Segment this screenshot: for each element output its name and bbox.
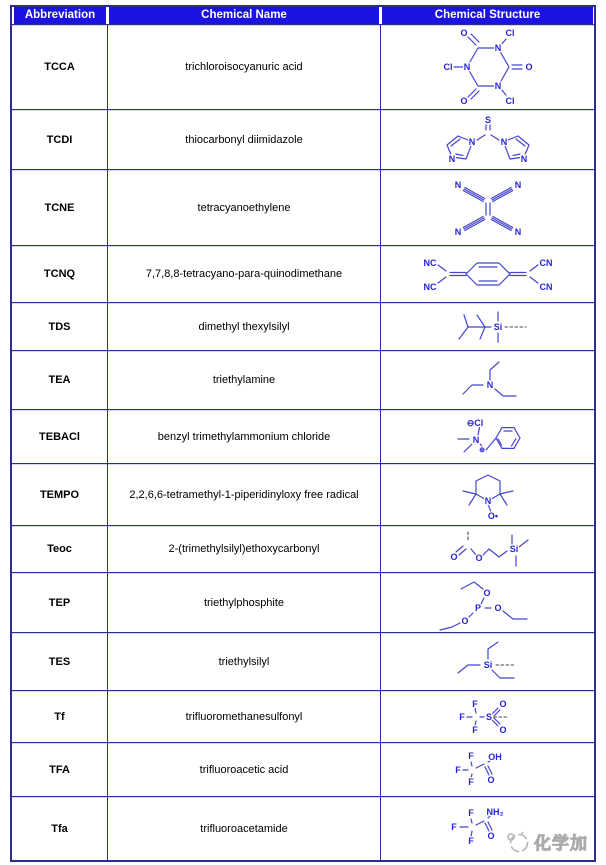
svg-text:F: F <box>454 764 461 775</box>
structure-cell <box>380 245 594 302</box>
svg-text:O: O <box>498 698 507 709</box>
tebacl-structure-image <box>388 411 588 463</box>
name-cell: 2,2,6,6-tetramethyl-1-piperidinyloxy free radical <box>107 463 380 525</box>
abbr-cell: Teoc <box>12 525 107 572</box>
name-cell: dimethyl thexylsilyl <box>107 302 380 350</box>
svg-text:O: O <box>524 62 533 72</box>
svg-text:N: N <box>454 179 461 190</box>
structure-cell <box>380 409 594 463</box>
teoc-structure-image <box>388 528 588 570</box>
structure-cell <box>380 632 594 690</box>
svg-text:N: N <box>448 153 455 164</box>
tcnq-structure-image <box>388 249 588 299</box>
svg-text:F: F <box>471 724 478 735</box>
col-header-chemical-name: Chemical Name <box>107 7 380 24</box>
svg-text:O: O <box>449 552 458 562</box>
abbr-cell: TES <box>12 632 107 690</box>
svg-text:N: N <box>514 179 521 190</box>
svg-text:P: P <box>474 602 481 613</box>
svg-text:O: O <box>486 830 495 841</box>
svg-text:Si: Si <box>483 659 492 670</box>
svg-text:N: N <box>514 226 521 237</box>
svg-text:N: N <box>494 43 501 53</box>
chemical-abbreviation-table <box>10 5 596 862</box>
svg-text:CN: CN <box>539 258 552 268</box>
name-cell: trifluoromethanesulfonyl <box>107 690 380 742</box>
abbr-cell: TEP <box>12 572 107 632</box>
tea-structure-image <box>388 354 588 406</box>
svg-text:N: N <box>454 226 461 237</box>
svg-text:F: F <box>471 698 478 709</box>
structure-cell <box>380 525 594 572</box>
structure-cell <box>380 109 594 169</box>
svg-text:CN: CN <box>539 282 552 292</box>
watermark-text: 化学加 <box>534 834 588 853</box>
table-row <box>12 109 594 169</box>
svg-text:S: S <box>485 711 492 722</box>
structure-cell <box>380 302 594 350</box>
table-row <box>12 409 594 463</box>
name-cell: thiocarbonyl diimidazole <box>107 109 380 169</box>
name-cell: triethylphosphite <box>107 572 380 632</box>
tds-structure-image <box>388 307 588 347</box>
table-row <box>12 169 594 245</box>
abbr-cell: TFA <box>12 742 107 796</box>
table-header <box>12 7 594 24</box>
abbr-cell: TCNE <box>12 169 107 245</box>
tfa-structure-image <box>388 746 588 794</box>
svg-text:Si: Si <box>493 321 502 332</box>
svg-text:F: F <box>467 835 474 846</box>
abbr-cell: TCNQ <box>12 245 107 302</box>
abbr-cell: Tf <box>12 690 107 742</box>
svg-text:OH: OH <box>487 751 502 762</box>
svg-text:O: O <box>482 587 491 598</box>
table-row <box>12 463 594 525</box>
table-row <box>12 525 594 572</box>
structure-cell <box>380 463 594 525</box>
tep-structure-image <box>388 575 588 631</box>
svg-text:F: F <box>467 776 474 787</box>
abbr-cell: TCDI <box>12 109 107 169</box>
tcca-structure-image <box>388 27 588 107</box>
svg-text:Si: Si <box>509 544 518 554</box>
name-cell: trifluoroacetamide <box>107 796 380 860</box>
svg-text:NC: NC <box>423 282 436 292</box>
name-cell: triethylamine <box>107 350 380 409</box>
svg-text:Cl: Cl <box>505 28 514 38</box>
name-cell: 2-(trimethylsilyl)ethoxycarbonyl <box>107 525 380 572</box>
col-header-chemical-structure: Chemical Structure <box>380 7 594 24</box>
svg-text:S: S <box>484 114 491 125</box>
svg-text:N: N <box>494 81 501 91</box>
svg-text:F: F <box>458 711 465 722</box>
watermark <box>505 829 588 854</box>
tcdi-structure-image <box>388 113 588 167</box>
structure-cell <box>380 24 594 109</box>
svg-text:F: F <box>467 750 474 761</box>
svg-text:N: N <box>520 153 527 164</box>
table-row <box>12 572 594 632</box>
svg-text:N: N <box>500 136 507 147</box>
abbr-cell: TDS <box>12 302 107 350</box>
structure-cell <box>380 572 594 632</box>
table-row <box>12 690 594 742</box>
structure-cell <box>380 169 594 245</box>
table-row <box>12 742 594 796</box>
svg-text:⊕: ⊕ <box>478 446 485 454</box>
abbr-cell: TEA <box>12 350 107 409</box>
svg-text:O: O <box>498 724 507 735</box>
svg-text:NC: NC <box>423 258 436 268</box>
name-cell: tetracyanoethylene <box>107 169 380 245</box>
svg-text:Cl: Cl <box>505 96 514 106</box>
name-cell: trichloroisocyanuric acid <box>107 24 380 109</box>
svg-text:O: O <box>460 615 469 626</box>
svg-text:O: O <box>474 553 483 563</box>
svg-text:N: N <box>484 495 491 506</box>
svg-text:⊖Cl: ⊖Cl <box>466 417 483 428</box>
name-cell: benzyl trimethylammonium chloride <box>107 409 380 463</box>
structure-cell <box>380 350 594 409</box>
structure-cell <box>380 742 594 796</box>
svg-text:F: F <box>467 807 474 818</box>
svg-text:O: O <box>493 602 502 613</box>
svg-text:O•: O• <box>487 510 498 521</box>
svg-text:N: N <box>472 434 479 445</box>
tempo-structure-image <box>388 467 588 523</box>
svg-text:N: N <box>468 136 475 147</box>
col-header-abbreviation: Abbreviation <box>12 7 107 24</box>
tcne-structure-image <box>388 173 588 243</box>
tf-structure-image <box>388 693 588 741</box>
name-cell: triethylsilyl <box>107 632 380 690</box>
svg-text:O: O <box>459 28 468 38</box>
svg-text:O: O <box>459 96 468 106</box>
abbr-cell: TEBACl <box>12 409 107 463</box>
name-cell: trifluoroacetic acid <box>107 742 380 796</box>
svg-text:O: O <box>486 774 495 785</box>
svg-text:F: F <box>450 821 457 832</box>
table-row <box>12 24 594 109</box>
tes-structure-image <box>388 637 588 687</box>
structure-cell <box>380 690 594 742</box>
table-row <box>12 350 594 409</box>
svg-text:NH₂: NH₂ <box>486 806 503 817</box>
name-cell: 7,7,8,8-tetracyano-para-quinodimethane <box>107 245 380 302</box>
chemjia-logo-icon <box>505 830 531 854</box>
table-row <box>12 245 594 302</box>
table-row <box>12 302 594 350</box>
svg-text:N: N <box>463 62 470 72</box>
abbr-cell: TEMPO <box>12 463 107 525</box>
svg-text:Cl: Cl <box>443 62 452 72</box>
abbr-cell: TCCA <box>12 24 107 109</box>
abbr-cell: Tfa <box>12 796 107 860</box>
table-row <box>12 632 594 690</box>
svg-text:N: N <box>486 380 493 390</box>
